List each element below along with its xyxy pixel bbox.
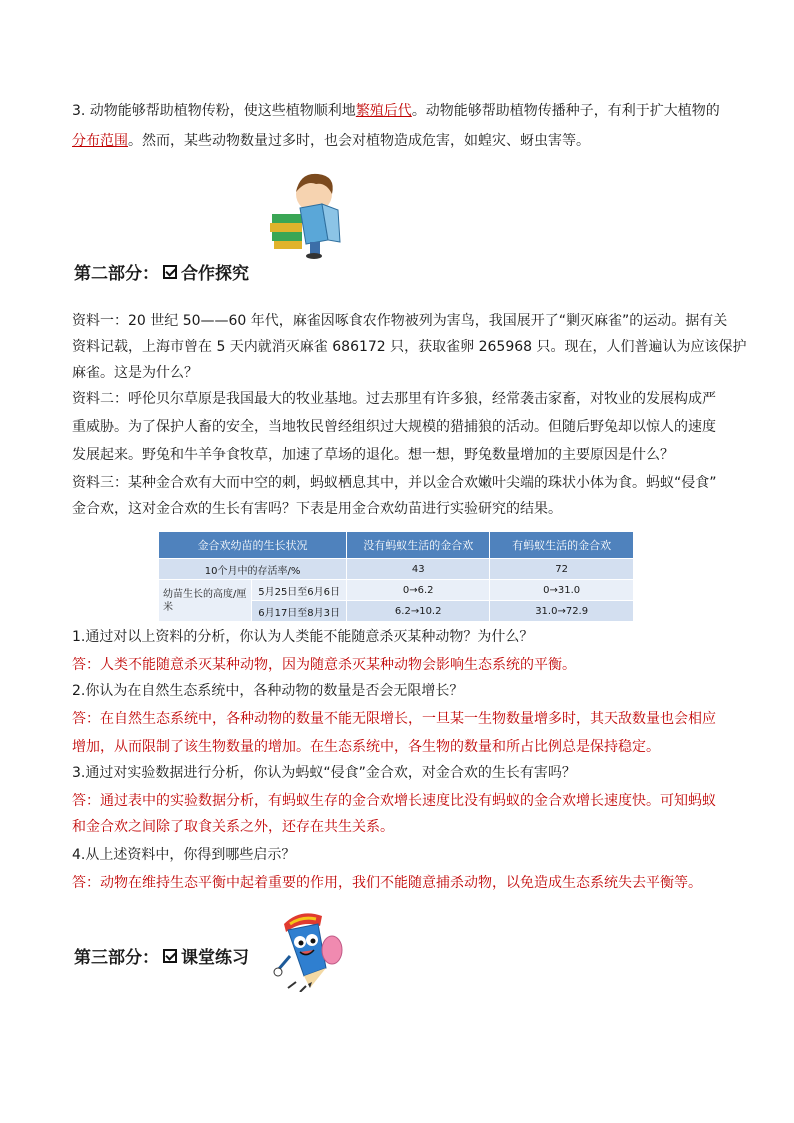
para-line <box>72 131 590 151</box>
answer-text: 增加，从而限制了该生物数量的增加。在生态系统中，各生物的数量和所占比例总是保持稳定。 <box>72 739 660 755</box>
answer-text: 答：人类不能随意杀灭某种动物，因为随意杀灭某种动物会影响生态系统的平衡。 <box>72 657 576 673</box>
boy-reading-illustration <box>266 170 348 260</box>
checkbox-icon <box>163 265 177 279</box>
material-line: 资料一：20 世纪 50——60 年代，麻雀因啄食农作物被列为害鸟，我国展开了“剿灭麻雀”的运动。据有关 <box>72 313 728 329</box>
para-text: 。然而，某些动物数量过多时，也会对植物造成危害，如蝗灾、蚜虫害等。 <box>128 133 590 149</box>
table-cell: 幼苗生长的高度/厘米 <box>159 580 252 622</box>
question-text: 2.你认为在自然生态系统中，各种动物的数量是否会无限增长？ <box>72 683 464 699</box>
material-line: 麻雀。这是为什么？ <box>72 365 198 381</box>
para-text: 。动物能够帮助植物传播种子，有利于扩大植物的 <box>411 103 720 119</box>
table-header-cell: 没有蚂蚁生活的金合欢 <box>347 532 490 559</box>
table-cell: 31.0→72.9 <box>490 601 634 622</box>
question-text: 3.通过对实验数据进行分析，你认为蚂蚁“侵食”金合欢，对金合欢的生长有害吗？ <box>72 765 576 781</box>
question-text: 4.从上述资料中，你得到哪些启示？ <box>72 847 296 863</box>
answer-text: 答：动物在维持生态平衡中起着重要的作用，我们不能随意捕杀动物，以免造成生态系统失去平衡等。 <box>72 875 702 891</box>
answer-text: 答：在自然生态系统中，各种动物的数量不能无限增长，一旦某一生物数量增多时，其天敌数量也会相应 <box>72 711 716 727</box>
heading-title: 合作探究 <box>181 264 249 284</box>
table-cell: 5月25日至6月6日 <box>252 580 347 601</box>
table-cell: 0→6.2 <box>347 580 490 601</box>
table-header-cell: 金合欢幼苗的生长状况 <box>159 532 347 559</box>
material-line: 发展起来。野兔和牛羊争食牧草，加速了草场的退化。想一想，野兔数量增加的主要原因是什么？ <box>72 447 674 463</box>
table-cell: 43 <box>347 559 490 580</box>
section-heading-part3 <box>74 943 249 968</box>
table-cell: 10个月中的存活率/% <box>159 559 347 580</box>
underlined-term: 繁殖后代 <box>355 103 412 119</box>
table-cell: 0→31.0 <box>490 580 634 601</box>
table-row <box>159 559 634 580</box>
material-line: 资料二：呼伦贝尔草原是我国最大的牧业基地。过去那里有许多狼，经常袭击家畜，对牧业的发展构成严 <box>72 391 716 407</box>
underlined-term: 分布范围 <box>72 133 128 149</box>
material-line: 资料三：某种金合欢有大而中空的刺，蚂蚁栖息其中，并以金合欢嫩叶尖端的珠状小体为食。蚂蚁“侵食” <box>72 475 717 491</box>
experiment-table <box>158 531 634 622</box>
checkbox-icon <box>163 949 177 963</box>
table-header-cell: 有蚂蚁生活的金合欢 <box>490 532 634 559</box>
table-header-row <box>159 532 634 559</box>
heading-prefix: 第二部分： <box>74 264 159 284</box>
material-line: 金合欢，这对金合欢的生长有害吗？下表是用金合欢幼苗进行实验研究的结果。 <box>72 501 562 517</box>
heading-prefix: 第三部分： <box>74 948 159 968</box>
table-cell: 6月17日至8月3日 <box>252 601 347 622</box>
material-line: 资料记载，上海市曾在 5 天内就消灭麻雀 686172 只，获取雀卵 265968 只。现在，人们普遍认为应该保护 <box>72 339 747 355</box>
table-cell: 72 <box>490 559 634 580</box>
heading-title: 课堂练习 <box>181 948 249 968</box>
section-heading-part2 <box>74 259 249 284</box>
material-line: 重威胁。为了保护人畜的安全，当地牧民曾经组织过大规模的猎捕狼的活动。但随后野兔却以惊人的速度 <box>72 419 716 435</box>
para-line <box>72 101 720 121</box>
pencil-mascot-illustration <box>270 910 346 992</box>
table-cell: 6.2→10.2 <box>347 601 490 622</box>
para-text: 3. 动物能够帮助植物传粉，使这些植物顺利地 <box>72 103 356 119</box>
question-text: 1.通过对以上资料的分析，你认为人类能不能随意杀灭某种动物？为什么？ <box>72 629 534 645</box>
table-row <box>159 580 634 601</box>
answer-text: 答：通过表中的实验数据分析，有蚂蚁生存的金合欢增长速度比没有蚂蚁的金合欢增长速度快。可知蚂蚁 <box>72 793 716 809</box>
answer-text: 和金合欢之间除了取食关系之外，还存在共生关系。 <box>72 819 394 835</box>
